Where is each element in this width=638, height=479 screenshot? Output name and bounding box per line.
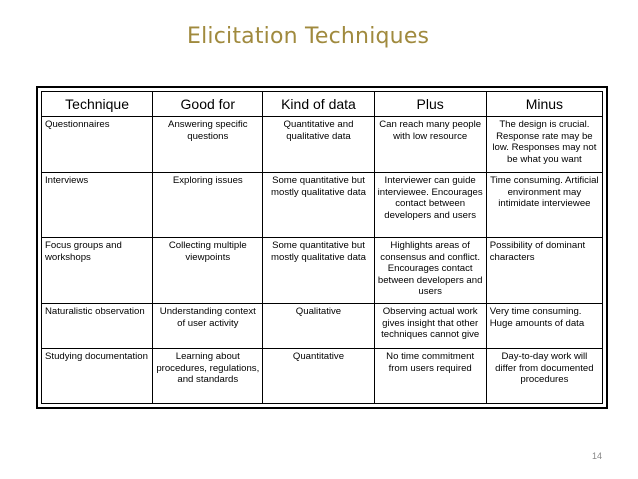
table-row bbox=[42, 117, 603, 173]
page-number: 14 bbox=[592, 451, 603, 461]
cell-minus: The design is crucial. Response rate may be low. Responses may not be what you want bbox=[486, 117, 602, 173]
techniques-table-frame bbox=[36, 86, 608, 409]
cell-good-for: Answering specific questions bbox=[153, 117, 263, 173]
table-row bbox=[42, 349, 603, 404]
cell-good-for: Exploring issues bbox=[153, 173, 263, 238]
cell-kind-of-data: Some quantitative but mostly qualitative data bbox=[263, 238, 374, 304]
cell-minus: Day-to-day work will differ from documented procedures bbox=[486, 349, 602, 404]
table-row bbox=[42, 304, 603, 349]
header-technique: Technique bbox=[42, 92, 153, 117]
cell-kind-of-data: Quantitative bbox=[263, 349, 374, 404]
cell-technique: Interviews bbox=[42, 173, 153, 238]
cell-plus: Highlights areas of consensus and conflict. Encourages contact between developers and users bbox=[374, 238, 486, 304]
cell-good-for: Learning about procedures, regulations, and standards bbox=[153, 349, 263, 404]
cell-technique: Questionnaires bbox=[42, 117, 153, 173]
cell-kind-of-data: Some quantitative but mostly qualitative data bbox=[263, 173, 374, 238]
cell-plus: Can reach many people with low resource bbox=[374, 117, 486, 173]
cell-kind-of-data: Quantitative and qualitative data bbox=[263, 117, 374, 173]
cell-minus: Very time consuming. Huge amounts of data bbox=[486, 304, 602, 349]
header-good-for: Good for bbox=[153, 92, 263, 117]
table-row bbox=[42, 238, 603, 304]
cell-plus: No time commitment from users required bbox=[374, 349, 486, 404]
cell-minus: Possibility of dominant characters bbox=[486, 238, 602, 304]
cell-good-for: Collecting multiple viewpoints bbox=[153, 238, 263, 304]
cell-technique: Focus groups and workshops bbox=[42, 238, 153, 304]
table-row bbox=[42, 173, 603, 238]
cell-kind-of-data: Qualitative bbox=[263, 304, 374, 349]
techniques-table bbox=[41, 91, 603, 404]
cell-technique: Naturalistic observation bbox=[42, 304, 153, 349]
header-plus: Plus bbox=[374, 92, 486, 117]
cell-minus: Time consuming. Artificial environment may intimidate interviewee bbox=[486, 173, 602, 238]
slide-title: Elicitation Techniques bbox=[187, 24, 430, 49]
header-minus: Minus bbox=[486, 92, 602, 117]
cell-good-for: Understanding context of user activity bbox=[153, 304, 263, 349]
cell-plus: Interviewer can guide interviewee. Encourages contact between developers and users bbox=[374, 173, 486, 238]
cell-technique: Studying documentation bbox=[42, 349, 153, 404]
header-kind-of-data: Kind of data bbox=[263, 92, 374, 117]
table-header-row bbox=[42, 92, 603, 117]
cell-plus: Observing actual work gives insight that other techniques cannot give bbox=[374, 304, 486, 349]
